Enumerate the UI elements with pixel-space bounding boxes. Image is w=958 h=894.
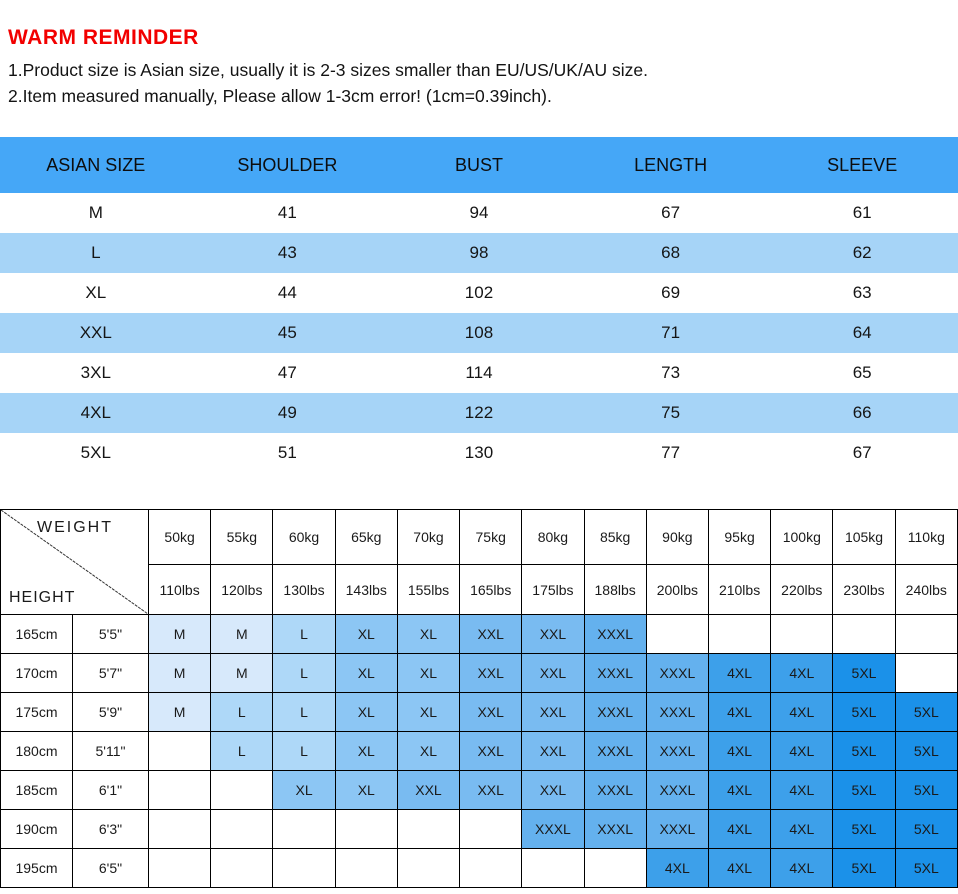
recommended-size-cell: XXXL <box>646 732 708 771</box>
recommended-size-cell: XXL <box>522 771 584 810</box>
weight-lbs-cell: 175lbs <box>522 565 584 615</box>
size-table-cell: 94 <box>469 203 489 222</box>
recommended-size-cell: L <box>211 732 273 771</box>
weight-height-corner-cell <box>1 510 149 615</box>
size-table-cell: 51 <box>277 443 297 462</box>
recommended-size-cell <box>211 810 273 849</box>
recommended-size-cell: XXL <box>460 732 522 771</box>
recommended-size-cell: 4XL <box>771 810 833 849</box>
weight-lbs-cell: 143lbs <box>335 565 397 615</box>
recommended-size-cell: 5XL <box>833 849 895 888</box>
recommended-size-cell: M <box>149 693 211 732</box>
weight-kg-cell: 85kg <box>584 510 646 565</box>
weight-label: WEIGHT <box>37 519 113 536</box>
fit-table-row <box>1 810 958 849</box>
height-cm-cell: 185cm <box>1 771 73 810</box>
weight-kg-cell: 105kg <box>833 510 895 565</box>
size-table-header-row <box>0 137 958 193</box>
size-table-header-cell: SLEEVE <box>827 154 898 175</box>
recommended-size-cell <box>646 615 708 654</box>
size-table-cell: 122 <box>464 403 494 422</box>
recommended-size-cell <box>273 849 335 888</box>
recommended-size-cell <box>771 615 833 654</box>
recommended-size-cell <box>211 771 273 810</box>
recommended-size-cell: 5XL <box>895 732 957 771</box>
weight-kg-cell: 75kg <box>460 510 522 565</box>
recommended-size-cell: XXL <box>522 693 584 732</box>
size-table-row <box>0 393 958 433</box>
recommended-size-cell: L <box>273 693 335 732</box>
recommended-size-cell: XXXL <box>584 654 646 693</box>
weight-lbs-cell: 155lbs <box>397 565 459 615</box>
height-cm-cell: 190cm <box>1 810 73 849</box>
height-ft-cell: 5'7" <box>73 654 149 693</box>
size-table-cell: 114 <box>465 363 493 382</box>
recommended-size-cell: 4XL <box>708 849 770 888</box>
size-table-cell: M <box>88 203 103 222</box>
size-table-cell: 64 <box>852 323 872 342</box>
height-ft-cell: 5'9" <box>73 693 149 732</box>
size-table-header-cell: BUST <box>454 154 503 175</box>
fit-table-row <box>1 771 958 810</box>
recommended-size-cell: 4XL <box>708 810 770 849</box>
size-table-cell: 43 <box>277 243 297 262</box>
weight-kg-cell: 90kg <box>646 510 708 565</box>
recommended-size-cell <box>522 849 584 888</box>
recommended-size-cell: 4XL <box>708 654 770 693</box>
size-table-cell: 77 <box>661 443 681 462</box>
recommended-size-cell <box>149 849 211 888</box>
recommended-size-cell: XL <box>397 693 459 732</box>
size-table-cell: XL <box>85 283 107 302</box>
weight-kg-row <box>1 510 958 565</box>
recommended-size-cell: XL <box>397 654 459 693</box>
size-table-cell: 49 <box>277 403 297 422</box>
weight-kg-cell: 60kg <box>273 510 335 565</box>
weight-lbs-cell: 130lbs <box>273 565 335 615</box>
size-table-cell: 41 <box>277 203 297 222</box>
recommended-size-cell: XXXL <box>584 810 646 849</box>
weight-lbs-cell: 165lbs <box>460 565 522 615</box>
weight-kg-cell: 50kg <box>149 510 211 565</box>
size-table-header-cell: SHOULDER <box>237 154 338 175</box>
recommended-size-cell <box>149 732 211 771</box>
size-table-cell: 73 <box>661 363 681 382</box>
recommended-size-cell <box>149 810 211 849</box>
size-table-cell: 65 <box>852 363 872 382</box>
size-table-row <box>0 313 958 353</box>
height-cm-cell: 170cm <box>1 654 73 693</box>
height-ft-cell: 5'5" <box>73 615 149 654</box>
size-table-cell: 61 <box>852 203 872 222</box>
recommended-size-cell: 5XL <box>895 849 957 888</box>
recommended-size-cell: M <box>149 654 211 693</box>
recommended-size-cell <box>335 810 397 849</box>
recommended-size-cell: L <box>273 654 335 693</box>
size-table-cell: 69 <box>661 283 681 302</box>
recommended-size-cell: XXXL <box>646 693 708 732</box>
size-table-cell: 71 <box>661 323 681 342</box>
height-weight-table <box>0 509 958 888</box>
weight-lbs-cell: 188lbs <box>584 565 646 615</box>
recommended-size-cell: L <box>273 615 335 654</box>
size-table-row <box>0 433 958 473</box>
fit-table-row <box>1 732 958 771</box>
recommended-size-cell <box>397 849 459 888</box>
recommended-size-cell: 5XL <box>895 771 957 810</box>
recommended-size-cell: XXXL <box>584 615 646 654</box>
weight-kg-cell: 55kg <box>211 510 273 565</box>
recommended-size-cell: L <box>273 732 335 771</box>
fit-table-row <box>1 615 958 654</box>
recommended-size-cell: XXL <box>522 654 584 693</box>
recommended-size-cell: XXL <box>522 615 584 654</box>
height-cm-cell: 180cm <box>1 732 73 771</box>
recommended-size-cell: XXXL <box>522 810 584 849</box>
recommended-size-cell: 5XL <box>895 810 957 849</box>
recommended-size-cell: XXXL <box>584 693 646 732</box>
recommended-size-cell: XXL <box>460 693 522 732</box>
warm-reminder-section <box>0 0 958 107</box>
recommended-size-cell: XL <box>273 771 335 810</box>
recommended-size-cell: XL <box>335 771 397 810</box>
size-table-cell: 67 <box>661 203 681 222</box>
weight-kg-cell: 65kg <box>335 510 397 565</box>
recommended-size-cell: L <box>211 693 273 732</box>
recommended-size-cell: 5XL <box>895 693 957 732</box>
weight-lbs-cell: 120lbs <box>211 565 273 615</box>
height-ft-cell: 6'3" <box>73 810 149 849</box>
height-ft-cell: 5'11" <box>73 732 149 771</box>
size-table-cell: 3XL <box>80 363 111 382</box>
size-table-row <box>0 193 958 233</box>
recommended-size-cell: 4XL <box>771 693 833 732</box>
recommended-size-cell: XL <box>335 615 397 654</box>
fit-table-row <box>1 693 958 732</box>
recommended-size-cell: XXL <box>522 732 584 771</box>
recommended-size-cell <box>708 615 770 654</box>
weight-lbs-cell: 200lbs <box>646 565 708 615</box>
weight-lbs-cell: 110lbs <box>149 565 211 615</box>
size-table-cell: 98 <box>469 243 489 262</box>
recommended-size-cell: XL <box>335 654 397 693</box>
recommended-size-cell: M <box>149 615 211 654</box>
recommended-size-cell <box>397 810 459 849</box>
size-table-header-cell: LENGTH <box>634 154 708 175</box>
recommended-size-cell: XL <box>335 732 397 771</box>
recommended-size-cell <box>460 849 522 888</box>
fit-table-row <box>1 849 958 888</box>
size-table-row <box>0 353 958 393</box>
size-table-cell: 75 <box>661 403 681 422</box>
size-table-cell: 63 <box>852 283 872 302</box>
recommended-size-cell: 5XL <box>833 771 895 810</box>
recommended-size-cell: 4XL <box>646 849 708 888</box>
size-table-cell: XXL <box>79 323 112 342</box>
recommended-size-cell <box>895 654 957 693</box>
recommended-size-cell: 5XL <box>833 693 895 732</box>
recommended-size-cell: 4XL <box>771 849 833 888</box>
size-table-cell: 108 <box>464 323 494 342</box>
recommended-size-cell: XL <box>397 615 459 654</box>
size-table-row <box>0 273 958 313</box>
recommended-size-cell: XXL <box>397 771 459 810</box>
size-table-cell: 130 <box>464 443 494 462</box>
weight-kg-cell: 95kg <box>708 510 770 565</box>
recommended-size-cell <box>273 810 335 849</box>
recommended-size-cell <box>895 615 957 654</box>
recommended-size-cell <box>211 849 273 888</box>
recommended-size-cell: 4XL <box>708 771 770 810</box>
recommended-size-cell: XXL <box>460 654 522 693</box>
recommended-size-cell: XXL <box>460 615 522 654</box>
recommended-size-cell: M <box>211 654 273 693</box>
recommended-size-cell: XXXL <box>584 771 646 810</box>
recommended-size-cell: XXXL <box>646 771 708 810</box>
size-table-cell: 4XL <box>80 403 111 422</box>
recommended-size-cell: XXXL <box>646 654 708 693</box>
height-label: HEIGHT <box>9 589 76 606</box>
size-table-cell: 66 <box>852 403 872 422</box>
recommended-size-cell <box>584 849 646 888</box>
reminder-title: WARM REMINDER <box>8 26 199 49</box>
size-table-cell: L <box>91 243 101 262</box>
recommended-size-cell: 4XL <box>771 732 833 771</box>
height-cm-cell: 175cm <box>1 693 73 732</box>
recommended-size-cell <box>460 810 522 849</box>
size-table-cell: 47 <box>277 363 297 382</box>
recommended-size-cell: 4XL <box>771 654 833 693</box>
recommended-size-cell: 5XL <box>833 810 895 849</box>
recommended-size-cell: 4XL <box>771 771 833 810</box>
size-table-cell: 67 <box>852 443 872 462</box>
height-cm-cell: 195cm <box>1 849 73 888</box>
height-ft-cell: 6'1" <box>73 771 149 810</box>
recommended-size-cell <box>335 849 397 888</box>
asian-size-table <box>0 137 958 473</box>
recommended-size-cell <box>833 615 895 654</box>
size-table-header-cell: ASIAN SIZE <box>46 154 146 175</box>
height-cm-cell: 165cm <box>1 615 73 654</box>
size-table-cell: 102 <box>464 283 494 302</box>
recommended-size-cell: 5XL <box>833 654 895 693</box>
size-table-cell: 5XL <box>80 443 111 462</box>
recommended-size-cell: 4XL <box>708 693 770 732</box>
weight-lbs-cell: 240lbs <box>895 565 957 615</box>
recommended-size-cell: M <box>211 615 273 654</box>
recommended-size-cell <box>149 771 211 810</box>
weight-kg-cell: 70kg <box>397 510 459 565</box>
recommended-size-cell: 5XL <box>833 732 895 771</box>
recommended-size-cell: XL <box>397 732 459 771</box>
weight-lbs-cell: 210lbs <box>708 565 770 615</box>
fit-table-row <box>1 654 958 693</box>
size-table-cell: 44 <box>277 283 297 302</box>
reminder-line-1: 1.Product size is Asian size, usually it is 2-3 sizes smaller than EU/US/UK/AU size. <box>8 60 648 80</box>
weight-kg-cell: 80kg <box>522 510 584 565</box>
weight-kg-cell: 100kg <box>771 510 833 565</box>
weight-lbs-cell: 230lbs <box>833 565 895 615</box>
recommended-size-cell: 4XL <box>708 732 770 771</box>
size-table-cell: 68 <box>661 243 681 262</box>
size-table-row <box>0 233 958 273</box>
weight-lbs-cell: 220lbs <box>771 565 833 615</box>
size-table-cell: 62 <box>852 243 872 262</box>
reminder-line-2: 2.Item measured manually, Please allow 1-3cm error! (1cm=0.39inch). <box>8 86 552 106</box>
size-table-cell: 45 <box>277 323 297 342</box>
height-ft-cell: 6'5" <box>73 849 149 888</box>
recommended-size-cell: XXXL <box>584 732 646 771</box>
recommended-size-cell: XL <box>335 693 397 732</box>
recommended-size-cell: XXL <box>460 771 522 810</box>
recommended-size-cell: XXXL <box>646 810 708 849</box>
weight-kg-cell: 110kg <box>895 510 957 565</box>
